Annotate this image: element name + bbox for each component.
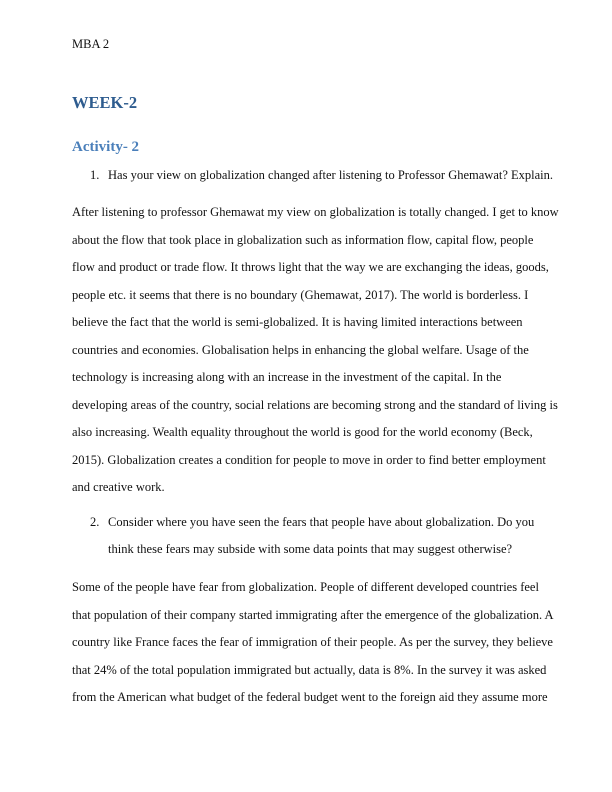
question-2-number: 2.	[90, 515, 100, 529]
paragraph-line: Some of the people have fear from globalization. People of different developed countries feel	[72, 580, 539, 594]
question-2	[72, 509, 542, 563]
answer-2-paragraph	[72, 574, 554, 712]
question-1-number: 1.	[90, 168, 100, 182]
paragraph-line: 2015). Globalization creates a condition for people to move in order to find better employment	[72, 452, 546, 467]
week-heading: WEEK-2	[72, 93, 138, 112]
paragraph-line: that 24% of the total population immigrated but actually, data is 8%. In the survey it was asked	[72, 662, 547, 677]
paragraph-line: country like France faces the fear of immigration of their people. As per the survey, they believe	[72, 635, 553, 649]
paragraph-line: After listening to professor Ghemawat my view on globalization is totally changed. I get to know	[72, 205, 559, 219]
paragraph-line: flow and product or trade flow. It throws light that the way we are exchanging the ideas, goods,	[72, 260, 549, 274]
paragraph-line: developing areas of the country, social relations are becoming strong and the standard of living is	[72, 397, 558, 412]
paragraph-line: technology is increasing along with an increase in the investment of the capital. In the	[72, 370, 502, 384]
paragraph-line: that population of their company started immigrating after the emergence of the globalization. A	[72, 607, 554, 622]
question-2-line: think these fears may subside with some data points that may suggest otherwise?	[108, 542, 513, 556]
question-2-line: Consider where you have seen the fears that people have about globalization. Do you	[108, 515, 535, 529]
paragraph-line: believe the fact that the world is semi-globalized. It is having limited interactions between	[72, 315, 523, 329]
activity-heading: Activity- 2	[72, 139, 140, 155]
paragraph-line: about the flow that took place in globalization such as information flow, capital flow, people	[72, 232, 534, 247]
answer-1-paragraph	[72, 199, 559, 502]
running-head: MBA 2	[72, 37, 110, 51]
paragraph-line: and creative work.	[72, 480, 165, 494]
question-1-text: Has your view on globalization changed after listening to Professor Ghemawat? Explain.	[108, 168, 554, 182]
paragraph-line: from the American what budget of the federal budget went to the foreign aid they assume more	[72, 690, 548, 704]
paragraph-line: also increasing. Wealth equality throughout the world is good for the world economy (Beck,	[72, 425, 533, 439]
paragraph-line: people etc. it seems that there is no boundary (Ghemawat, 2017). The world is borderless. I	[72, 287, 529, 302]
question-1	[72, 162, 554, 189]
paragraph-line: countries and economies. Globalisation helps in enhancing the global welfare. Usage of the	[72, 342, 529, 357]
